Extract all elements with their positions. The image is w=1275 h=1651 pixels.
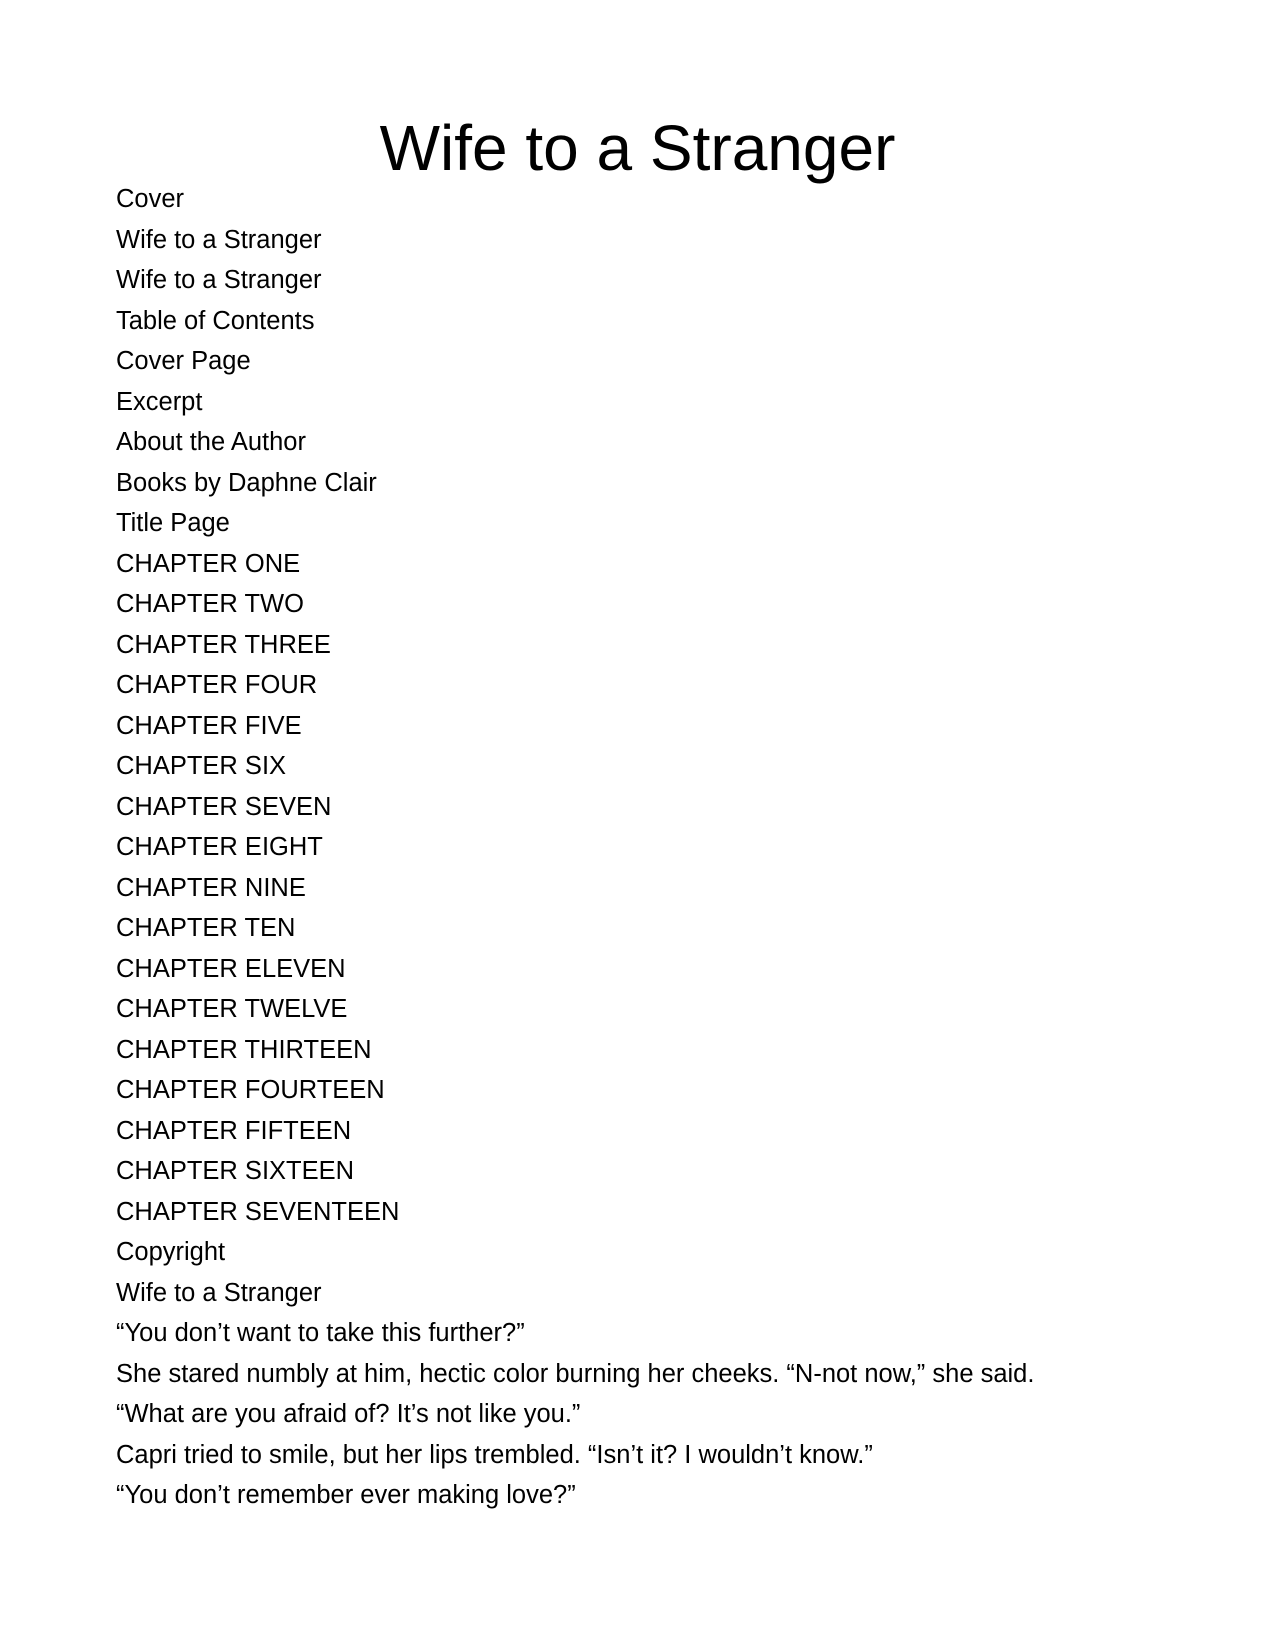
toc-item-copyright: Copyright [116,1238,226,1266]
toc-item-chapter-8: CHAPTER EIGHT [116,833,323,861]
toc-item-chapter-10: CHAPTER TEN [116,914,296,942]
page-title: Wife to a Stranger [379,112,896,184]
excerpt-paragraph: “What are you afraid of? It’s not like you.” [116,1400,581,1428]
toc-item-chapter-5: CHAPTER FIVE [116,711,302,740]
excerpt-paragraph: “You don’t want to take this further?” [116,1319,525,1347]
toc-item-chapter-9: CHAPTER NINE [116,873,306,902]
toc-item-chapter-17: CHAPTER SEVENTEEN [116,1197,400,1226]
toc-item-wife-to-a-stranger-2: Wife to a Stranger [116,266,322,294]
toc-item-title-page: Title Page [116,509,230,537]
excerpt-paragraph: Capri tried to smile, but her lips trembled. “Isn’t it? I wouldn’t know.” [116,1440,873,1469]
toc-item-chapter-13: CHAPTER THIRTEEN [116,1035,372,1064]
toc-item-chapter-2: CHAPTER TWO [116,590,304,618]
excerpt-paragraph: She stared numbly at him, hectic color burning her cheeks. “N-not now,” she said. [116,1359,1035,1388]
toc-item-chapter-16: CHAPTER SIXTEEN [116,1157,355,1185]
toc-item-chapter-7: CHAPTER SEVEN [116,792,332,821]
excerpt-heading: Wife to a Stranger [116,1278,322,1307]
toc-item-about-the-author: About the Author [116,428,306,456]
toc-item-chapter-3: CHAPTER THREE [116,630,331,659]
excerpt-paragraph: “You don’t remember ever making love?” [116,1481,576,1509]
toc-and-excerpt-list [116,179,1216,1516]
toc-item-cover-page: Cover Page [116,347,251,375]
toc-item-chapter-1: CHAPTER ONE [116,549,301,578]
toc-item-books-by-author: Books by Daphne Clair [116,468,377,497]
toc-item-wife-to-a-stranger-1: Wife to a Stranger [116,225,322,254]
toc-item-chapter-11: CHAPTER ELEVEN [116,954,346,983]
toc-item-cover: Cover [116,185,185,213]
toc-item-chapter-15: CHAPTER FIFTEEN [116,1116,352,1145]
toc-item-chapter-6: CHAPTER SIX [116,752,287,780]
toc-item-excerpt: Excerpt [116,387,203,416]
toc-item-chapter-14: CHAPTER FOURTEEN [116,1076,385,1104]
toc-item-chapter-4: CHAPTER FOUR [116,671,318,699]
toc-item-chapter-12: CHAPTER TWELVE [116,995,348,1023]
toc-item-table-of-contents: Table of Contents [116,306,315,335]
